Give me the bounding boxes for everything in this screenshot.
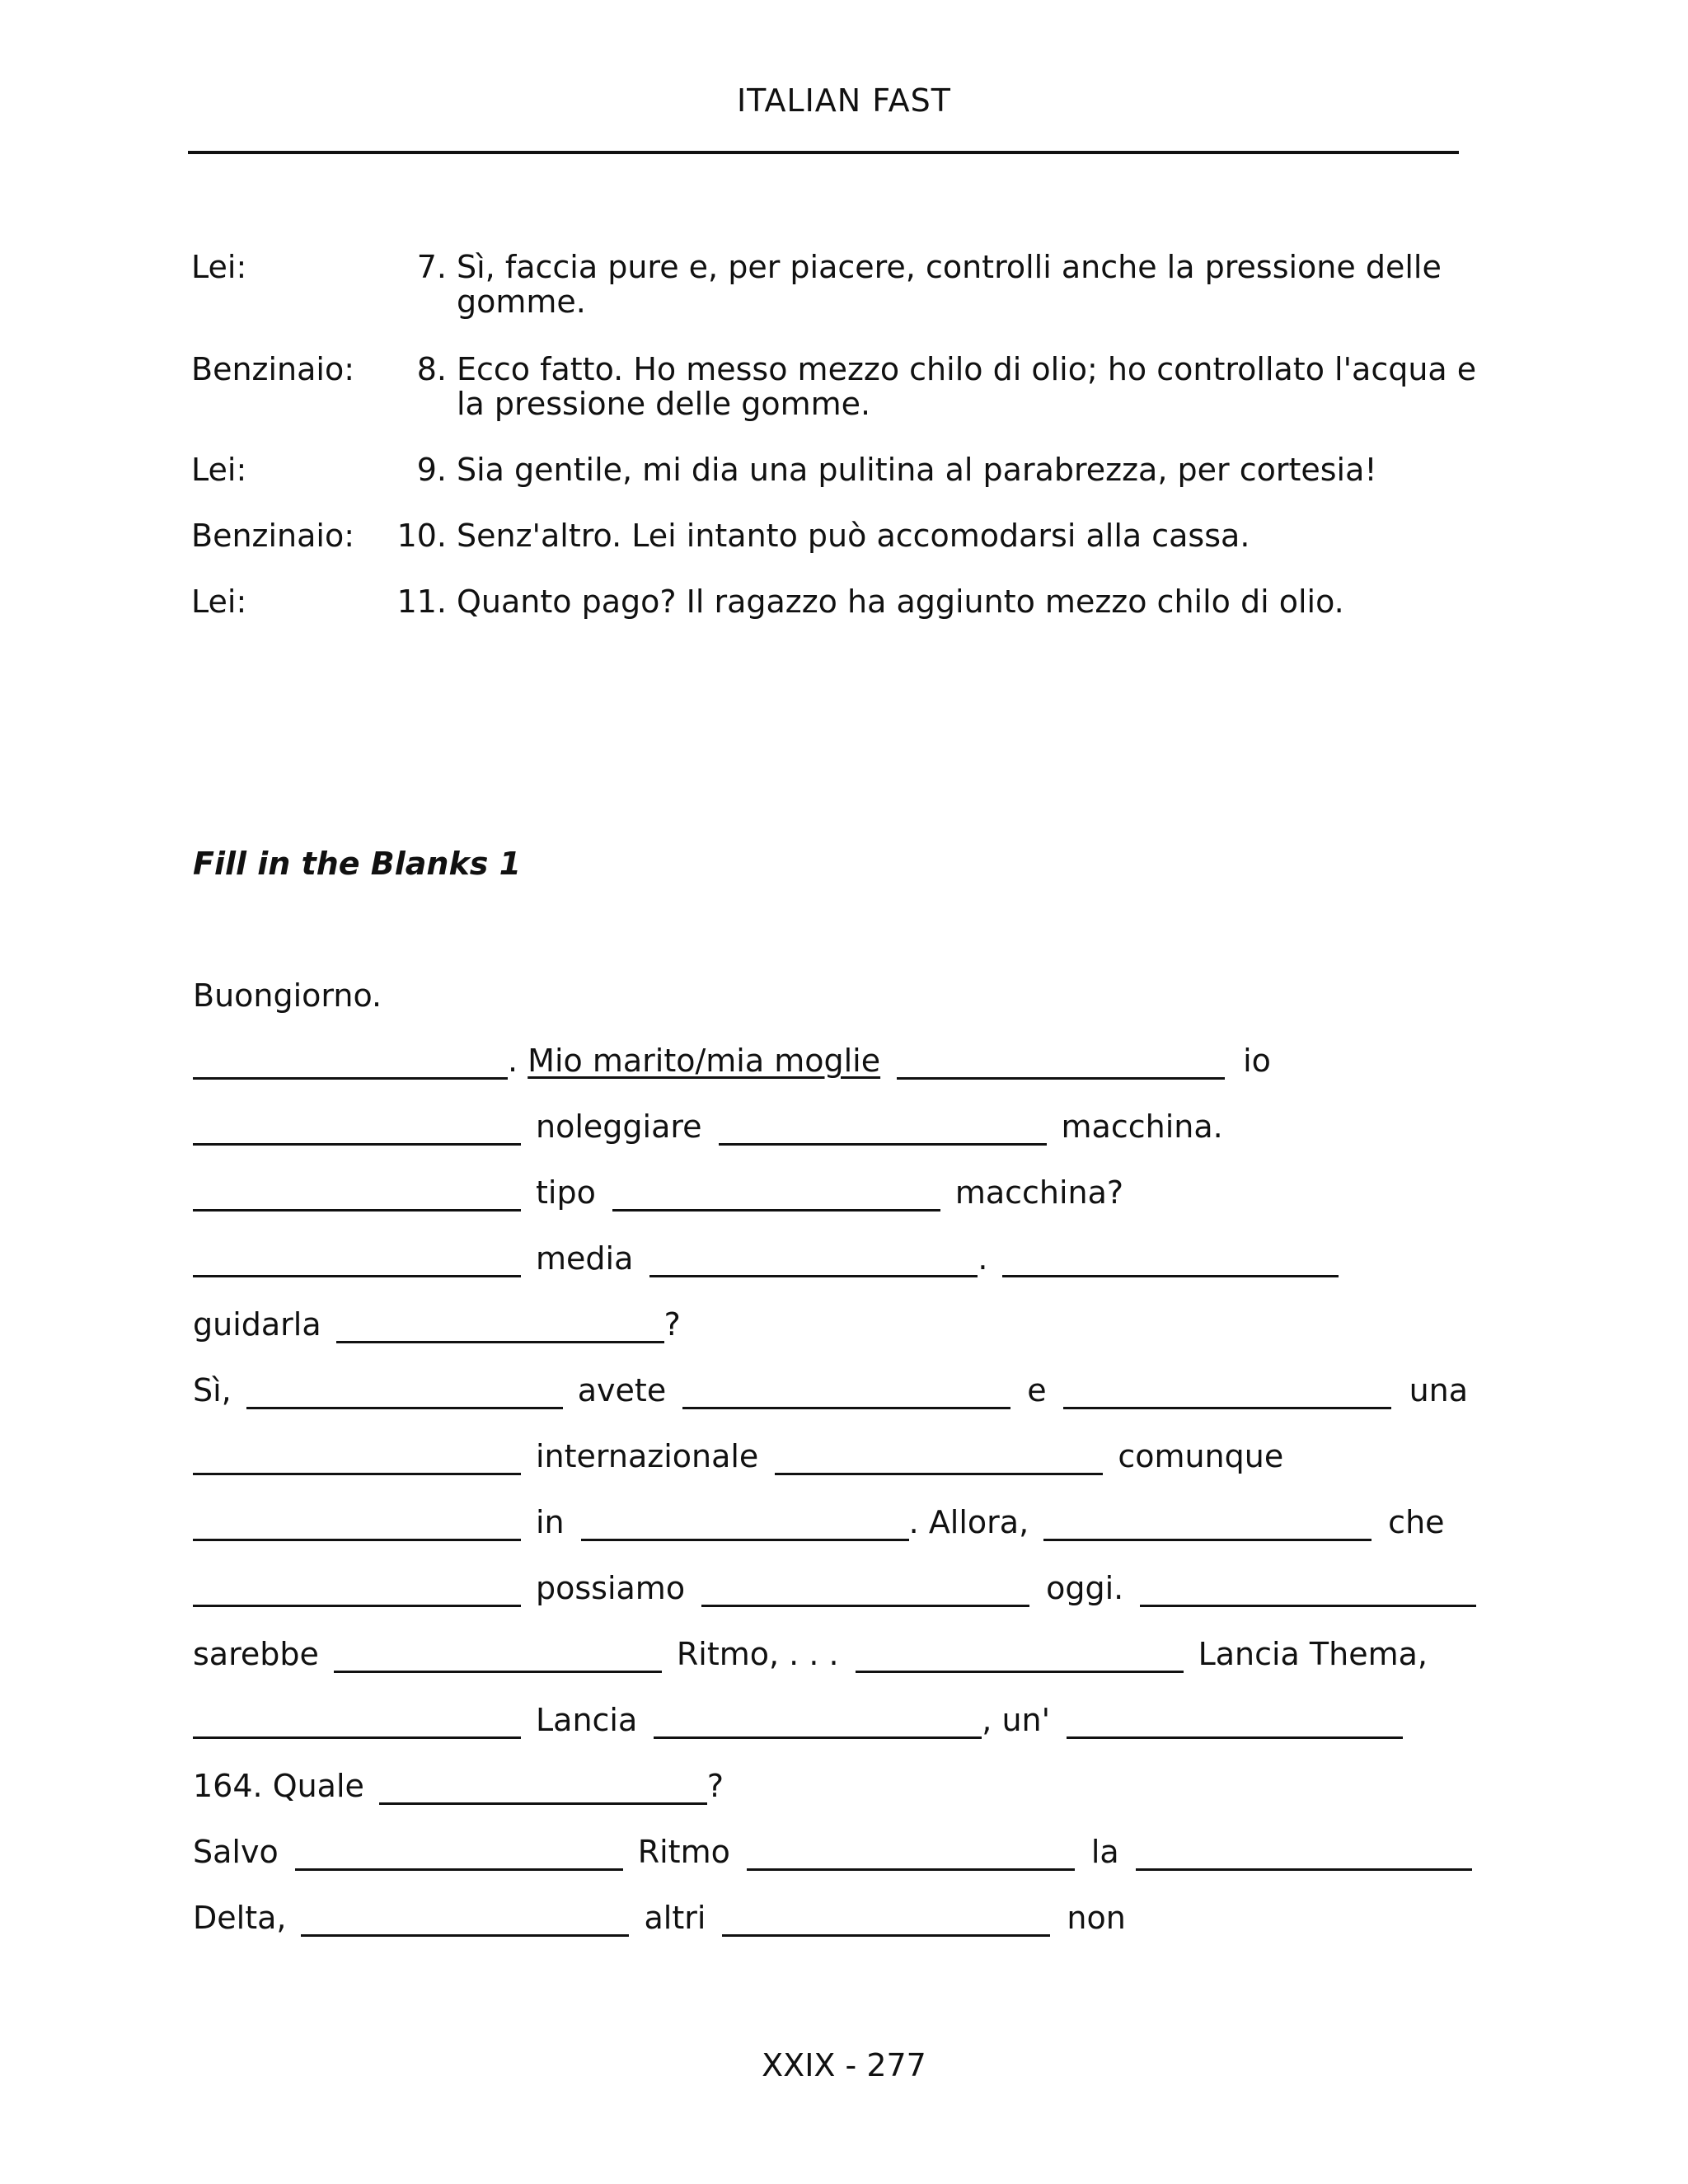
- word: una: [1409, 1372, 1469, 1408]
- fill-row: [193, 1108, 1495, 1146]
- word: io: [1243, 1043, 1271, 1079]
- line-text: Quanto pago? Il ragazzo ha aggiunto mezzo chilo di olio.: [457, 583, 1344, 620]
- dialogue-line: [191, 518, 1493, 553]
- word: possiamo: [536, 1570, 686, 1606]
- blank-field[interactable]: [722, 1905, 1050, 1937]
- line-number: 11.: [396, 583, 447, 620]
- line-number: 10.: [396, 518, 447, 554]
- speaker-label: Lei:: [191, 249, 247, 285]
- word: altri: [644, 1900, 706, 1936]
- fill-row: [193, 1240, 1495, 1277]
- dialogue-line: [191, 452, 1493, 487]
- word: Sì,: [193, 1372, 232, 1408]
- header-divider: [188, 151, 1459, 154]
- blank-field[interactable]: [1043, 1509, 1372, 1541]
- line-text: Sia gentile, mi dia una pulitina al parabrezza, per cortesia!: [457, 452, 1377, 488]
- blank-field[interactable]: [775, 1443, 1103, 1475]
- word: e: [1027, 1372, 1047, 1408]
- line-text: Senz'altro. Lei intanto può accomodarsi alla cassa.: [457, 518, 1250, 554]
- blank-field[interactable]: [334, 1641, 662, 1673]
- blank-field[interactable]: [193, 1179, 521, 1212]
- word: internazionale: [536, 1438, 759, 1474]
- word: . Allora,: [908, 1504, 1029, 1540]
- blank-field[interactable]: [336, 1311, 664, 1343]
- page-header: ITALIAN FAST: [736, 82, 952, 119]
- fill-row: [193, 1569, 1495, 1607]
- word: tipo: [536, 1174, 596, 1211]
- word: avete: [577, 1372, 667, 1408]
- fill-row: [193, 1767, 1495, 1805]
- blank-field[interactable]: [193, 1509, 521, 1541]
- blank-field[interactable]: [193, 1047, 508, 1080]
- word: Lancia: [536, 1702, 638, 1738]
- word: che: [1388, 1504, 1445, 1540]
- word: noleggiare: [536, 1108, 702, 1145]
- blank-field[interactable]: [1063, 1377, 1391, 1409]
- word: non: [1067, 1900, 1126, 1936]
- word: , un': [982, 1702, 1051, 1738]
- line-text: Ecco fatto. Ho messo mezzo chilo di olio; ho controllato l'acqua e la pressione delle gomme.: [457, 351, 1477, 422]
- blank-field[interactable]: [654, 1707, 982, 1739]
- fill-row: [193, 1503, 1495, 1541]
- fill-row: [193, 1833, 1495, 1871]
- blank-field[interactable]: [581, 1509, 909, 1541]
- word: macchina?: [954, 1174, 1124, 1211]
- blank-field[interactable]: [1002, 1245, 1339, 1277]
- fill-row: [193, 1305, 1495, 1343]
- blank-field[interactable]: [649, 1245, 978, 1277]
- line-text: Sì, faccia pure e, per piacere, controlli anche la pressione delle gomme.: [457, 249, 1442, 320]
- word: guidarla: [193, 1306, 321, 1343]
- blank-field[interactable]: [747, 1839, 1075, 1871]
- fill-row: [193, 1701, 1495, 1739]
- line-number: 9.: [416, 452, 447, 488]
- dialogue-line: [191, 250, 1493, 319]
- fill-row: [193, 1437, 1495, 1475]
- blank-field[interactable]: [193, 1113, 521, 1146]
- blank-field[interactable]: [856, 1641, 1184, 1673]
- word: la: [1090, 1834, 1119, 1870]
- dialogue-line: [191, 584, 1493, 619]
- blank-field[interactable]: [193, 1443, 521, 1475]
- blank-field[interactable]: [1067, 1707, 1403, 1739]
- line-number: 7.: [416, 249, 447, 285]
- blank-field[interactable]: [193, 1245, 521, 1277]
- blank-field[interactable]: [719, 1113, 1047, 1146]
- line-number: 8.: [416, 351, 447, 387]
- word: .: [978, 1240, 988, 1277]
- speaker-label: Benzinaio:: [191, 518, 355, 554]
- speaker-label: Benzinaio:: [191, 351, 355, 387]
- word: ?: [663, 1306, 681, 1343]
- page-number: XXIX - 277: [762, 2047, 926, 2083]
- fill-row: [193, 1174, 1495, 1212]
- word: oggi.: [1046, 1570, 1124, 1606]
- blank-field[interactable]: [612, 1179, 940, 1212]
- fill-row: [193, 1635, 1495, 1673]
- word: Delta,: [193, 1900, 287, 1936]
- word: ?: [706, 1768, 724, 1804]
- word: in: [536, 1504, 565, 1540]
- word: Salvo: [193, 1834, 279, 1870]
- blank-field[interactable]: [193, 1575, 521, 1607]
- blank-field[interactable]: [1140, 1575, 1476, 1607]
- word: sarebbe: [193, 1636, 319, 1672]
- fill-row: [193, 1899, 1495, 1937]
- word: macchina.: [1061, 1108, 1223, 1145]
- word: comunque: [1118, 1438, 1284, 1474]
- speaker-label: Lei:: [191, 583, 247, 620]
- word: 164. Quale: [193, 1768, 364, 1804]
- word: Ritmo, . . .: [676, 1636, 839, 1672]
- speaker-label: Lei:: [191, 452, 247, 488]
- blank-field[interactable]: [701, 1575, 1029, 1607]
- greeting-text: Buongiorno.: [193, 977, 382, 1014]
- blank-field[interactable]: [1136, 1839, 1472, 1871]
- blank-field[interactable]: [295, 1839, 623, 1871]
- blank-field[interactable]: [379, 1773, 707, 1805]
- fill-row: [193, 1371, 1495, 1409]
- blank-field[interactable]: [246, 1377, 563, 1409]
- section-title: Fill in the Blanks 1: [193, 846, 522, 882]
- dialogue-line: [191, 352, 1493, 421]
- blank-field[interactable]: [193, 1707, 521, 1739]
- blank-field[interactable]: [897, 1047, 1225, 1080]
- dialogue-section: [191, 250, 1493, 619]
- word: Ritmo: [637, 1834, 730, 1870]
- fill-row: [193, 1042, 1495, 1080]
- word: Lancia Thema,: [1198, 1636, 1428, 1672]
- word: media: [536, 1240, 634, 1277]
- word: Mio marito/mia moglie: [528, 1043, 881, 1079]
- blank-field[interactable]: [682, 1377, 1010, 1409]
- blank-field[interactable]: [301, 1905, 629, 1937]
- word: .: [508, 1043, 528, 1079]
